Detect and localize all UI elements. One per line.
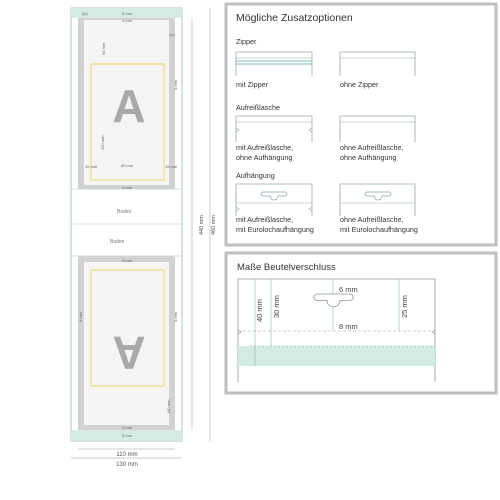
scissors-icon-left: ✂ xyxy=(82,10,89,19)
dim-440mm: 440 mm xyxy=(199,215,205,235)
zipper-without-label: ohne Zipper xyxy=(340,80,379,89)
dim-4mm-c: 4 mm xyxy=(122,258,132,263)
boden-label-2: Boden xyxy=(110,239,125,245)
options-title: Mögliche Zusatzoptionen xyxy=(236,12,353,24)
hang-without-label-1: ohne Aufreißlasche, xyxy=(340,215,404,224)
closure-title: Maße Beutelverschluss xyxy=(237,262,336,273)
dim-40mm: 40 mm xyxy=(255,299,264,322)
dim-6mm: 6 mm xyxy=(339,285,358,294)
dim-4mm-v-right-top: 4 mm xyxy=(173,80,178,90)
zipper-with-label: mit Zipper xyxy=(236,80,268,89)
dim-120mm: 120 mm xyxy=(100,135,105,150)
dim-110mm: 110 mm xyxy=(116,452,138,458)
options-panel xyxy=(226,4,496,245)
scissors-icon-right: ✂ xyxy=(169,31,176,40)
hang-with-label-2: mit Eurolochaufhängung xyxy=(236,225,314,234)
tear-heading: Aufreißlasche xyxy=(236,103,280,112)
dim-4mm-b: 4 mm xyxy=(122,185,132,190)
dim-460mm: 460 mm xyxy=(211,215,217,235)
tear-without-label-1: ohne Aufreißlasche, xyxy=(340,143,404,152)
tear-with-label-1: mit Aufreißlasche, xyxy=(236,143,294,152)
hang-with-label-1: mit Aufreißlasche, xyxy=(236,215,294,224)
dim-25mm: 25 mm xyxy=(400,295,409,318)
hang-heading: Aufhängung xyxy=(236,171,275,180)
dim-30mm: 30 mm xyxy=(272,295,281,318)
closure-panel xyxy=(226,253,496,393)
dim-130mm: 130 mm xyxy=(116,462,138,468)
dim-140mm: 140 mm xyxy=(166,399,171,414)
dim-8mm: 8 mm xyxy=(339,322,358,331)
dim-top-5mm: 5 mm xyxy=(122,11,132,16)
options-panel-frame xyxy=(226,4,496,245)
dim-95mm: 95 mm xyxy=(101,42,106,55)
bag-template xyxy=(71,8,217,468)
zipper-heading: Zipper xyxy=(236,37,257,46)
back-letter-rotated: A xyxy=(112,327,146,379)
dim-15mm-right: 15 mm xyxy=(165,164,178,169)
dim-4mm-v-left-bot: 4 mm xyxy=(78,312,83,322)
dim-bottom-5mm: 5 mm xyxy=(122,433,132,438)
dim-15mm-left: 15 mm xyxy=(85,164,98,169)
front-letter: A xyxy=(112,80,146,132)
dim-4mm-d: 4 mm xyxy=(122,425,132,430)
boden-label-1: Boden xyxy=(117,209,132,215)
dim-4mm-v-right-bot: 4 mm xyxy=(173,312,178,322)
dim-80mm: 80 mm xyxy=(120,163,134,168)
tear-with-label-2: ohne Aufhängung xyxy=(236,153,293,162)
tear-without-label-2: ohne Aufhängung xyxy=(340,153,397,162)
dim-4mm-a: 4 mm xyxy=(122,18,132,23)
closure-panel-frame xyxy=(226,253,496,393)
seal-band xyxy=(238,346,435,366)
hang-without-label-2: mit Eurolochaufhängung xyxy=(340,225,418,234)
